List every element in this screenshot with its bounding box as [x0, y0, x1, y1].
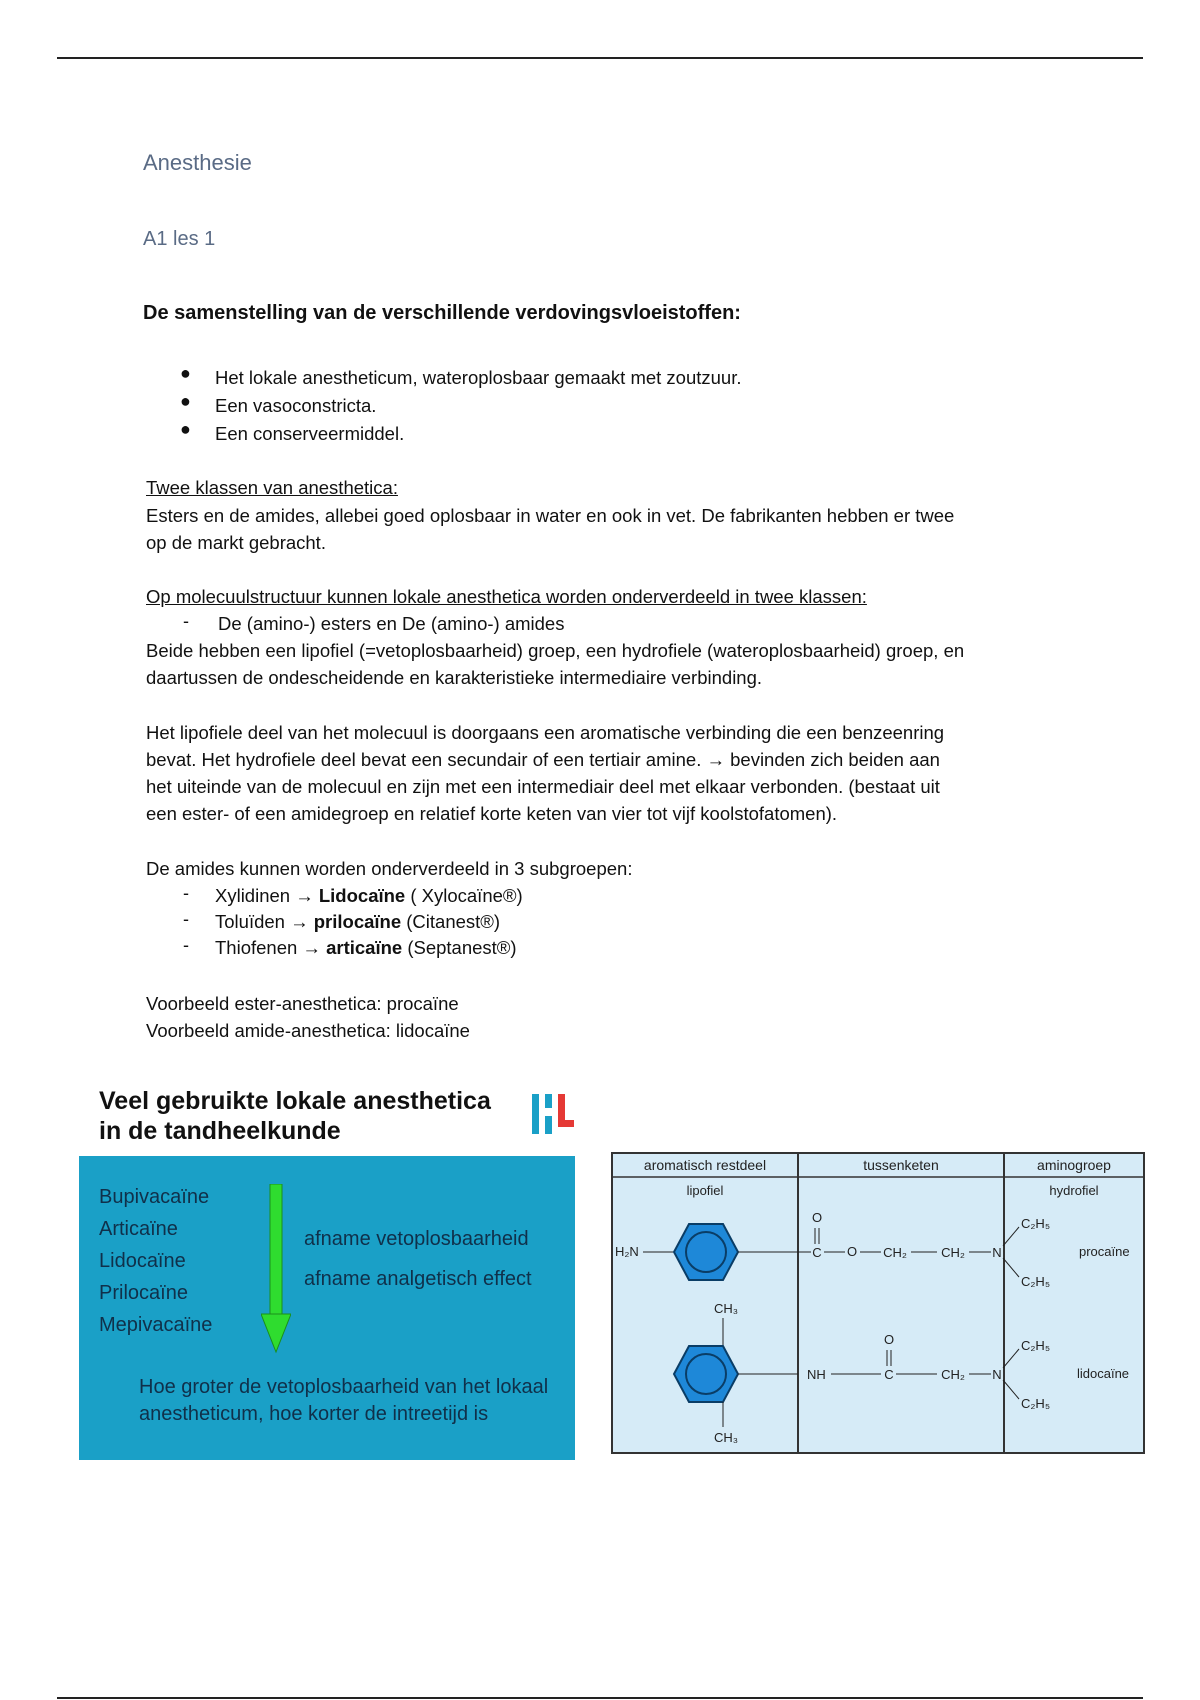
example-ester: Voorbeeld ester-anesthetica: procaïne — [146, 993, 459, 1014]
classes-text-line: op de markt gebracht. — [146, 532, 326, 553]
bottom-rule — [57, 1697, 1143, 1699]
molecule-text-line: daartussen de ondescheidende en karakteristieke intermediaire verbinding. — [146, 667, 763, 688]
effect-label: afname vetoplosbaarheid — [304, 1228, 529, 1250]
lipophilic-text-line: Het lipofiele deel van het molecuul is doorgaans een aromatische verbinding die een benzeenring — [146, 722, 945, 743]
atom-n: N — [992, 1367, 1002, 1382]
dash-marker: - — [183, 909, 189, 929]
classes-heading: Twee klassen van anesthetica: — [146, 477, 398, 498]
bullet-dot: ● — [180, 363, 191, 383]
atom-o: O — [846, 1244, 858, 1259]
molecule-name: lidocaïne — [1077, 1366, 1130, 1381]
section-heading: De samenstelling van de verschillende verdovingsvloeistoffen: — [143, 302, 741, 324]
group-c2h5: C₂H₅ — [1021, 1396, 1051, 1411]
down-arrow-icon — [261, 1184, 291, 1354]
effect-label: afname analgetisch effect — [304, 1268, 532, 1290]
top-rule — [57, 57, 1143, 59]
doc-title: Anesthesie — [143, 150, 252, 175]
amine-group: H₂N — [615, 1244, 639, 1259]
dash-marker: - — [183, 935, 189, 955]
amide-item — [215, 934, 517, 961]
slide-title — [99, 1086, 491, 1146]
drug-label: Mepivacaïne — [99, 1314, 213, 1336]
bullet-item: Het lokale anestheticum, wateroplosbaar gemaakt met zoutzuur. — [215, 367, 742, 388]
group-nh: NH — [807, 1367, 826, 1382]
slide-title-line: in de tandheelkunde — [99, 1117, 341, 1145]
amide-brand: (Citanest®) — [401, 911, 501, 932]
slide-note: Hoe groter de vetoplosbaarheid van het lokaal anestheticum, hoe korter de intreetijd is — [139, 1376, 549, 1425]
structure-diagram — [611, 1152, 1145, 1454]
drug-label: Articaïne — [99, 1218, 178, 1240]
group-c2h5: C₂H₅ — [1021, 1216, 1051, 1231]
doc-subtitle: A1 les 1 — [143, 228, 216, 250]
dash-marker: - — [183, 611, 189, 631]
group-ch2: CH₂ — [941, 1367, 965, 1382]
atom-c: C — [812, 1245, 822, 1260]
col-subtitle: lipofiel — [686, 1183, 724, 1198]
drug-label: Bupivacaïne — [99, 1186, 210, 1208]
bullet-item: Een conserveermiddel. — [215, 423, 405, 444]
bullet-dot: ● — [180, 419, 191, 439]
lipophilic-text-line: het uiteinde van de molecuul en zijn met een intermediair deel met elkaar verbonden. (bestaat uit — [146, 776, 940, 797]
institution-logo — [528, 1090, 578, 1138]
amide-group: Thiofenen → — [215, 937, 327, 958]
drug-label: Prilocaïne — [99, 1282, 188, 1304]
amide-group: Xylidinen → — [215, 885, 319, 906]
molecule-name: procaïne — [1079, 1244, 1130, 1259]
amide-drug: Lidocaïne — [318, 885, 406, 906]
amide-brand: ( Xylocaïne®) — [405, 885, 523, 906]
amide-brand: (Septanest®) — [402, 937, 517, 958]
group-ch2: CH₂ — [883, 1245, 907, 1260]
atom-o: O — [883, 1332, 895, 1347]
amides-intro: De amides kunnen worden onderverdeeld in 3 subgroepen: — [146, 858, 633, 879]
col-subtitle: hydrofiel — [1049, 1183, 1099, 1198]
atom-c: C — [884, 1367, 894, 1382]
group-ch3: CH₃ — [713, 1430, 739, 1445]
bullet-dot: ● — [180, 391, 191, 411]
col-title: tussenketen — [863, 1157, 939, 1173]
molecule-heading: Op molecuulstructuur kunnen lokale anesthetica worden onderverdeeld in twee klassen: — [146, 586, 867, 607]
group-ch2: CH₂ — [941, 1245, 965, 1260]
molecule-item: De (amino-) esters en De (amino-) amides — [218, 613, 565, 634]
lipophilic-text-line: bevat. Het hydrofiele deel bevat een secundair of een tertiair amine. → bevinden zich beiden aan — [146, 749, 940, 770]
bullet-item: Een vasoconstricta. — [215, 395, 377, 416]
molecule-text-line: Beide hebben een lipofiel (=vetoplosbaarheid) groep, een hydrofiele (wateroplosbaarheid) groep, en — [146, 640, 965, 661]
col-title: aminogroep — [1037, 1157, 1111, 1173]
dash-marker: - — [183, 883, 189, 903]
classes-text-line: Esters en de amides, allebei goed oplosbaar in water en ook in vet. De fabrikanten hebben er twee — [146, 505, 955, 526]
slide-title-line: Veel gebruikte lokale anesthetica — [99, 1087, 491, 1115]
drug-label: Lidocaïne — [99, 1250, 186, 1272]
amide-item — [215, 882, 523, 909]
lipophilic-text-line: een ester- of een amidegroep en relatief korte keten van vier tot vijf koolstofatomen). — [146, 803, 838, 824]
group-c2h5: C₂H₅ — [1021, 1338, 1051, 1353]
atom-o: O — [811, 1210, 823, 1225]
amide-item — [215, 908, 500, 935]
group-ch3: CH₃ — [713, 1301, 739, 1316]
atom-n: N — [992, 1245, 1002, 1260]
amide-drug: prilocaïne — [313, 911, 402, 932]
group-c2h5: C₂H₅ — [1021, 1274, 1051, 1289]
amide-drug: articaïne — [326, 937, 403, 958]
slide-panel — [79, 1156, 575, 1460]
example-amide: Voorbeeld amide-anesthetica: lidocaïne — [146, 1020, 470, 1041]
col-title: aromatisch restdeel — [643, 1157, 767, 1173]
amide-group: Toluïden → — [215, 911, 314, 932]
